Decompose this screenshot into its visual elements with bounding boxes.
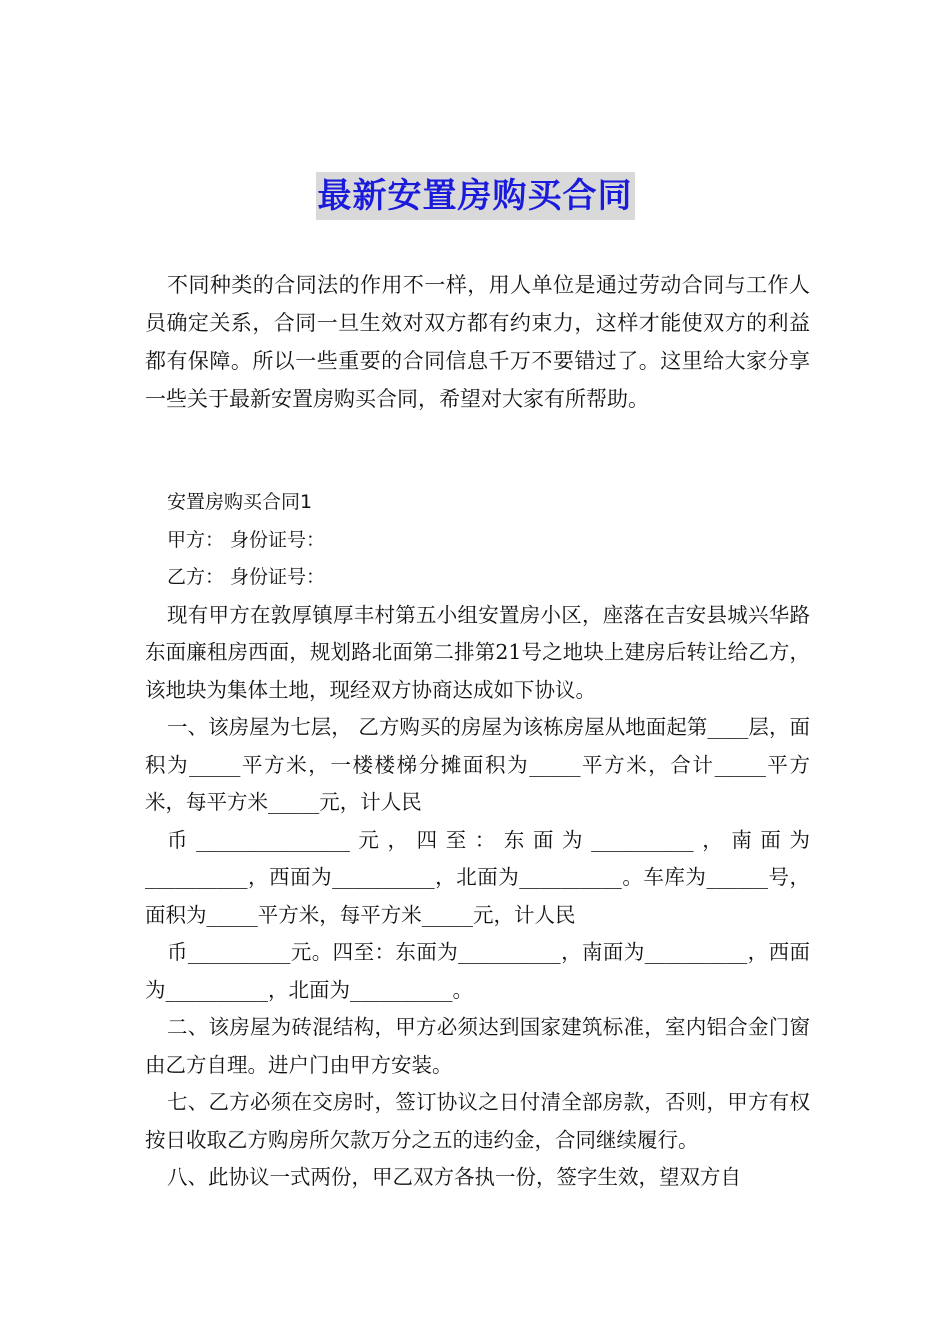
party-a-line: 甲方： 身份证号：: [167, 528, 326, 551]
document-title: 最新安置房购买合同: [316, 172, 635, 220]
contract-paragraph: 币_______________元，四至：东面为__________，南面为__________，西面为__________，北面为__________。车库为______号，面积为_____平方米，每平方米_____元，计人民: [145, 827, 810, 927]
contract-paragraph: 一、该房屋为七层， 乙方购买的房屋为该栋房屋从地面起第____层，面积为_____平方米，一楼楼梯分摊面积为_____平方米，合计_____平方米，每平方米_____元，计人民: [145, 715, 810, 814]
contract-paragraph: 币__________元。四至：东面为__________，南面为__________，西面为__________，北面为__________。: [145, 940, 810, 1002]
contract-body: [145, 484, 810, 1197]
contract-paragraph: 二、该房屋为砖混结构，甲方必须达到国家建筑标准，室内铝合金门窗由乙方自理。进户门由甲方安装。: [145, 1015, 810, 1077]
contract-heading: 安置房购买合同1: [167, 491, 313, 513]
title-container: [0, 172, 950, 220]
intro-paragraph: 不同种类的合同法的作用不一样，用人单位是通过劳动合同与工作人员确定关系，合同一旦生效对双方都有约束力，这样才能使双方的利益都有保障。所以一些重要的合同信息千万不要错过了。这里给大家分享一些关于最新安置房购买合同，希望对大家有所帮助。: [145, 273, 810, 411]
party-b-line: 乙方： 身份证号：: [167, 566, 326, 588]
contract-paragraph: 七、乙方必须在交房时，签订协议之日付清全部房款，否则，甲方有权按日收取乙方购房所欠款万分之五的违约金，合同继续履行。: [145, 1090, 810, 1152]
contract-paragraph: 八、此协议一式两份，甲乙双方各执一份，签字生效，望双方自: [167, 1165, 741, 1189]
contract-paragraph: 现有甲方在敦厚镇厚丰村第五小组安置房小区，座落在吉安县城兴华路东面廉租房西面，规划路北面第二排第21号之地块上建房后转让给乙方，该地块为集体土地，现经双方协商达成如下协议。: [145, 602, 810, 702]
